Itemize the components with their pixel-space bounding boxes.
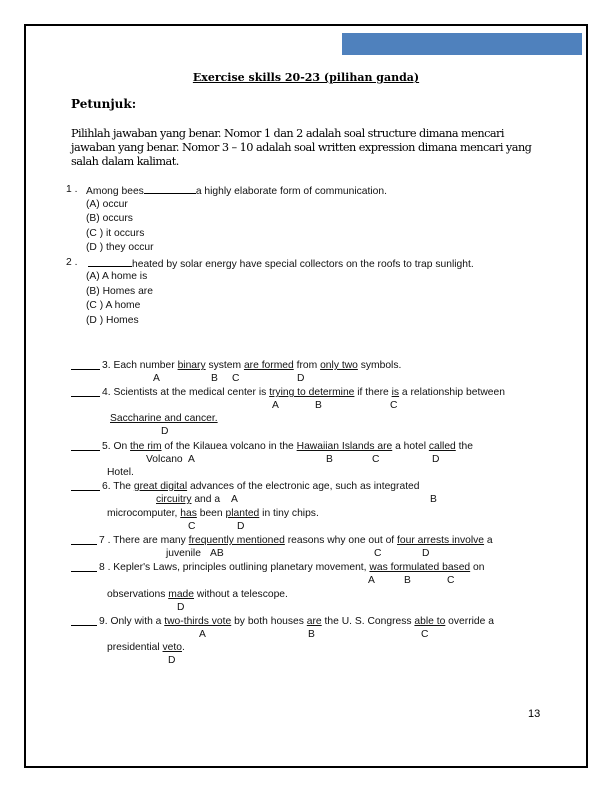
instructions-line: salah dalam kalimat. [71, 155, 179, 168]
instructions-body [71, 127, 551, 169]
instructions-line: jawaban yang benar. Nomor 3 – 10 adalah soal written expression dimana mencari yang [71, 141, 532, 154]
q5-line2-text: Volcano [146, 454, 183, 465]
q5-underlined-a: the rim [130, 441, 162, 452]
q9-underlined-b: are [306, 616, 322, 627]
q3-underlined-a: binary [177, 360, 206, 371]
q3-label-c: C [232, 373, 240, 384]
q2-number: 2 . [66, 257, 78, 268]
q4-label-c: C [390, 400, 398, 411]
q1-stem [86, 184, 387, 198]
q9-label-d: D [168, 655, 176, 666]
q8-label-b: B [404, 575, 411, 586]
q4-underlined-d: Saccharine and cancer. [110, 413, 218, 424]
q5-label-b: B [326, 454, 333, 465]
q7-underlined-ab: frequently mentioned [188, 535, 285, 546]
q9-label-c: C [421, 629, 429, 640]
q1-text-after: a highly elaborate form of communication. [195, 186, 387, 197]
q5-label-c: C [372, 454, 380, 465]
q8-underlined-abc: was formulated based [369, 562, 471, 573]
q6-underlined-a: great digital [133, 481, 188, 492]
q9-underlined-d: veto [162, 642, 182, 653]
q7-line2-text: juvenile [166, 548, 201, 559]
q9-label-a: A [199, 629, 206, 640]
q3-label-a: A [153, 373, 160, 384]
q8-sentence: 8 . Kepler's Laws, principles outlining planetary movement, was formulated based on [99, 562, 485, 573]
q8-line2: observations made without a telescope. [107, 589, 288, 600]
q3-underlined-bc: are formed [243, 360, 294, 371]
q8-label-a: A [368, 575, 375, 586]
q9-underlined-c: able to [414, 616, 446, 627]
q7-label-c: C [374, 548, 382, 559]
q2-option-c[interactable]: (C ) A home [86, 300, 141, 311]
q4-sentence: 4. Scientists at the medical center is trying to determine if there is a relationship between [102, 387, 505, 398]
q5-line3-text: Hotel. [107, 467, 134, 478]
q8-underlined-d: made [168, 589, 195, 600]
q2-text-after: heated by solar energy have special collectors on the roofs to trap sunlight. [132, 259, 474, 270]
q1-number: 1 . [66, 184, 78, 195]
q3-answer-blank[interactable] [71, 360, 100, 370]
q6-sentence: 6. The great digital advances of the electronic age, such as integrated [102, 481, 420, 492]
q9-underlined-a: two-thirds vote [164, 616, 232, 627]
q9-answer-blank[interactable] [71, 616, 97, 626]
q6-label-b: B [430, 494, 437, 505]
q6-underlined-c: has [180, 508, 197, 519]
q3-label-d: D [297, 373, 305, 384]
q5-label-a: A [188, 454, 195, 465]
q6-underlined-d: planted [225, 508, 260, 519]
instructions-heading: Petunjuk: [71, 97, 137, 111]
q6-answer-blank[interactable] [71, 481, 100, 491]
q7-sentence: 7 . There are many frequently mentioned reasons why one out of four arrests involve a [99, 535, 493, 546]
q7-label-ab: AB [210, 548, 224, 559]
q4-label-a: A [272, 400, 279, 411]
q2-option-a[interactable]: (A) A home is [86, 271, 148, 282]
q1-text-before: Among bees [86, 186, 144, 197]
q2-answer-blank[interactable] [88, 257, 132, 267]
q8-label-c: C [447, 575, 455, 586]
q5-underlined-d: called [428, 441, 456, 452]
q9-label-b: B [308, 629, 315, 640]
q2-stem [88, 257, 474, 271]
page-title: Exercise skills 20-23 (pilihan ganda) [192, 71, 420, 84]
q7-answer-blank[interactable] [71, 535, 97, 545]
q3-sentence: 3. Each number binary system are formed from only two symbols. [102, 360, 402, 371]
q2-option-d[interactable]: (D ) Homes [86, 315, 139, 326]
q5-sentence: 5. On the rim of the Kilauea volcano in the Hawaiian Islands are a hotel called the [102, 441, 473, 452]
q4-answer-blank[interactable] [71, 387, 100, 397]
q6-label-a: A [231, 494, 238, 505]
q1-option-a[interactable]: (A) occur [86, 199, 128, 210]
q7-label-d: D [422, 548, 430, 559]
q1-answer-blank[interactable] [144, 184, 196, 194]
q5-answer-blank[interactable] [71, 441, 100, 451]
q6-underlined-b: circuitry [156, 494, 192, 505]
q5-label-d: D [432, 454, 440, 465]
page-number: 13 [528, 708, 541, 720]
q7-underlined-cd: four arrests involve [397, 535, 485, 546]
q4-label-b: B [315, 400, 322, 411]
q6-label-c: C [188, 521, 196, 532]
q3-label-b: B [211, 373, 218, 384]
q9-sentence: 9. Only with a two-thirds vote by both houses are the U. S. Congress able to override a [99, 616, 494, 627]
q3-underlined-d: only two [320, 360, 358, 371]
q2-option-b[interactable]: (B) Homes are [86, 286, 153, 297]
q6-line3: microcomputer, has been planted in tiny chips. [107, 508, 319, 519]
q1-option-b[interactable]: (B) occurs [86, 213, 133, 224]
q1-option-c[interactable]: (C ) it occurs [86, 228, 145, 239]
header-color-bar [342, 33, 582, 55]
q9-line2: presidential veto. [107, 642, 185, 653]
q4-underlined-c: is [391, 387, 400, 398]
q8-label-d: D [177, 602, 185, 613]
q6-label-d: D [237, 521, 245, 532]
q8-answer-blank[interactable] [71, 562, 97, 572]
q1-option-d[interactable]: (D ) they occur [86, 242, 154, 253]
q4-label-d: D [161, 426, 169, 437]
q6-line2: circuitry and a [156, 494, 221, 505]
q4-underlined-ab: trying to determine [269, 387, 355, 398]
instructions-line: Pilihlah jawaban yang benar. Nomor 1 dan 2 adalah soal structure dimana mencari [71, 127, 504, 140]
q5-underlined-bc: Hawaiian Islands are [296, 441, 393, 452]
